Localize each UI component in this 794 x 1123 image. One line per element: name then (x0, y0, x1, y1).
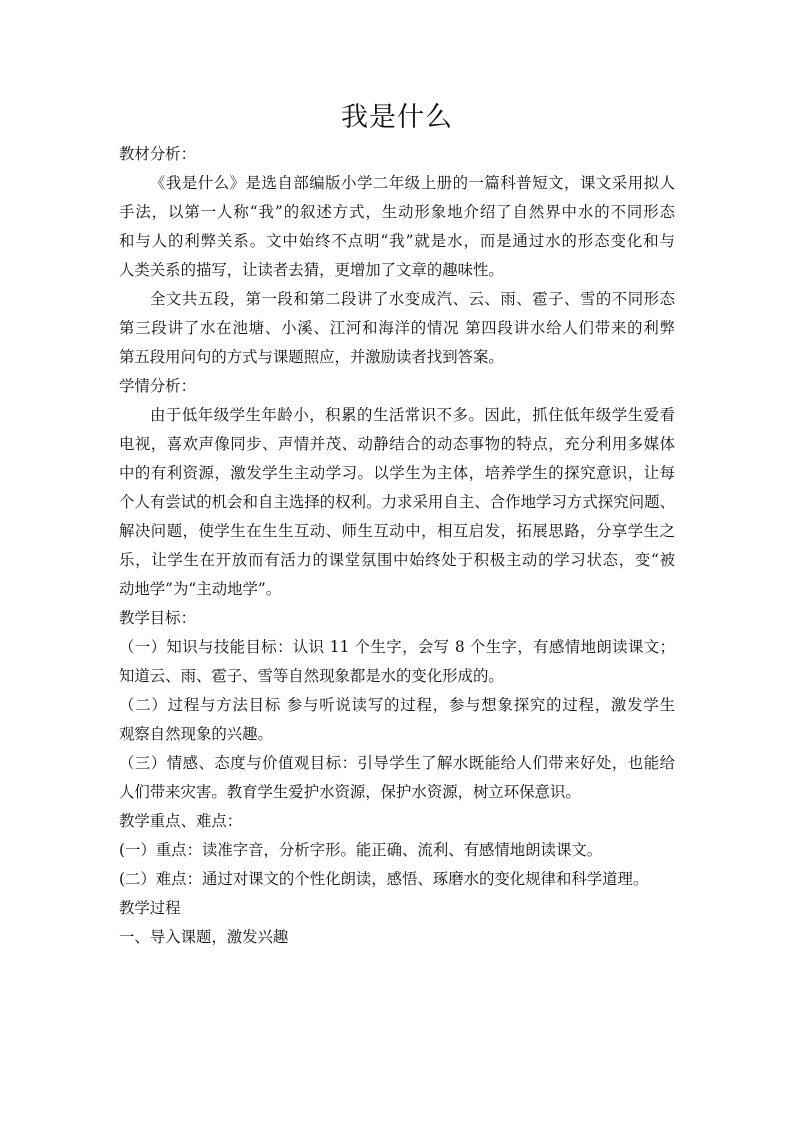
text-line: 解决问题，使学生在生生互动、师生互动中，相互启发，拓展思路，分享学生之 (119, 522, 675, 540)
text-line: 动地学”为“主动地学”。 (119, 580, 282, 598)
text-line: 知道云、雨、雹子、雪等自然现象都是水的变化形成的。 (119, 667, 504, 685)
text-line: 全文共五段，第一段和第二段讲了水变成汽、云、雨、雹子、雪的不同形态 (150, 290, 675, 308)
text-line: 个人有尝试的机会和自主选择的权利。力求采用自主、合作地学习方式探究问题、 (119, 493, 675, 511)
text-line: 一、导入课题，激发兴趣 (119, 928, 289, 946)
document-title: 我是什么 (341, 102, 453, 133)
text-line: (一）重点：读准字音，分析字形。能正确、流利、有感情地朗读课文。 (119, 841, 603, 859)
text-line: 中的有利资源，激发学生主动学习。以学生为主体，培养学生的探究意识，让每 (119, 464, 675, 482)
text-line: （三）情感、态度与价值观目标：引导学生了解水既能给人们带来好处，也能给 (119, 754, 675, 772)
text-line: 人们带来灾害。教育学生爱护水资源，保护水资源，树立环保意识。 (119, 783, 581, 801)
text-line: 教学重点、难点： (119, 812, 243, 830)
text-line: 教学过程 (119, 899, 181, 917)
text-line: 人类关系的描写，让读者去猜，更增加了文章的趣味性。 (119, 261, 504, 279)
text-line: (二）难点：通过对课文的个性化朗读，感悟、琢磨水的变化规律和科学道理。 (119, 870, 649, 888)
text-line: 第三段讲了水在池塘、小溪、江河和海洋的情况 第四段讲水给人们带来的利弊 (119, 319, 675, 337)
text-line: 手法，以第一人称“我”的叙述方式，生动形象地介绍了自然界中水的不同形态 (119, 203, 675, 221)
document-body (119, 140, 675, 952)
text-line: 观察自然现象的兴趣。 (119, 725, 273, 743)
text-line: 学情分析： (119, 377, 196, 395)
text-line: 教材分析： (119, 145, 196, 163)
text-line: 由于低年级学生年龄小，积累的生活常识不多。因此，抓住低年级学生爱看 (150, 406, 675, 424)
text-line: 教学目标： (119, 609, 196, 627)
text-line: 乐，让学生在开放而有活力的课堂氛围中始终处于积极主动的学习状态，变“被 (119, 551, 675, 569)
text-line: 第五段用问句的方式与课题照应，并激励读者找到答案。 (119, 348, 504, 366)
text-line: 《我是什么》是选自部编版小学二年级上册的一篇科普短文，课文采用拟人 (150, 174, 675, 192)
text-line: （二）过程与方法目标 参与听说读写的过程，参与想象探究的过程，激发学生 (119, 696, 675, 714)
text-line: （一）知识与技能目标：认识 11 个生字，会写 8 个生字，有感情地朗读课文； (119, 638, 675, 656)
text-line: 电视，喜欢声像同步、声情并茂、动静结合的动态事物的特点，充分利用多媒体 (119, 435, 675, 453)
text-line: 和与人的利弊关系。文中始终不点明“我”就是水，而是通过水的形态变化和与 (119, 232, 675, 250)
